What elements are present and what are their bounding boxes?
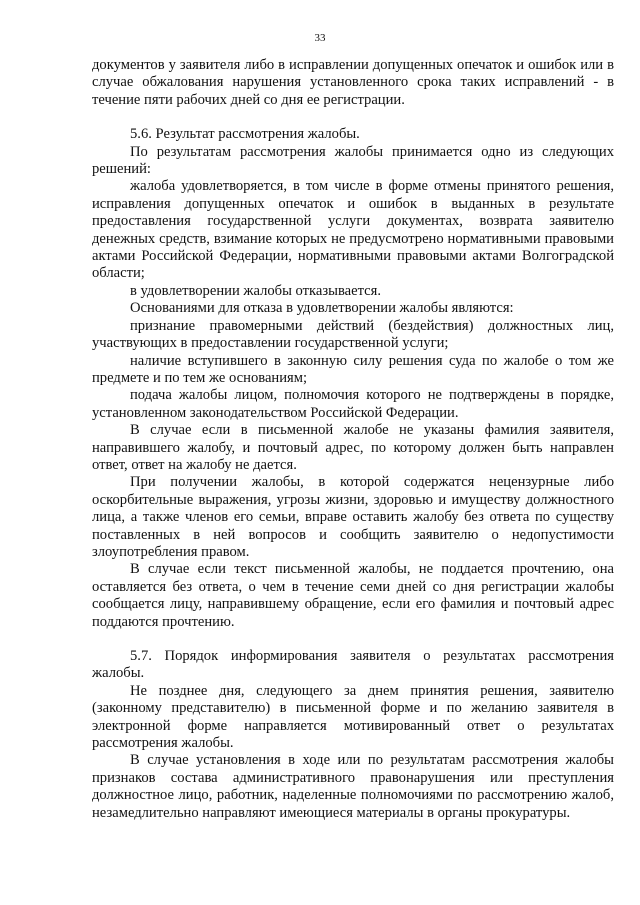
section-heading-5-7: 5.7. Порядок информирования заявителя о результатах рассмотрения жалобы. bbox=[92, 648, 614, 682]
paragraph: Не позднее дня, следующего за днем принятия решения, заявителю (законному представителю) в письменной форме и по желанию заявителя в электронной форме направляется мотивированный ответ о результатах рассмотрения жалобы. bbox=[92, 682, 614, 752]
paragraph: подача жалобы лицом, полномочия которого не подтверждены в порядке, установленном законодательством Российской Федерации. bbox=[92, 387, 614, 421]
paragraph: При получении жалобы, в которой содержатся нецензурные либо оскорбительные выражения, угрозы жизни, здоровью и имуществу должностного лица, а также членов его семьи, вправе оставить жалобу без ответа по существу поставленных в ней вопросов и сообщить заявителю о недопустимости злоупотребления правом. bbox=[92, 474, 614, 560]
paragraph: По результатам рассмотрения жалобы принимается одно из следующих решений: bbox=[92, 143, 614, 178]
paragraph: жалоба удовлетворяется, в том числе в форме отмены принятого решения, исправления допущенных опечаток и ошибок в выданных в результате предоставления государственной услуги документах, возврата заявителю денежных средств, взимание которых не предусмотрено нормативными правовыми актами Российской Федерации, нормативными правовыми актами Волгоградской области; bbox=[92, 178, 614, 282]
page-number: 33 bbox=[314, 32, 326, 44]
paragraph: наличие вступившего в законную силу решения суда по жалобе о том же предмете и по тем же основаниям; bbox=[92, 352, 614, 386]
document-body bbox=[92, 57, 614, 822]
paragraph: В случае установления в ходе или по результатам рассмотрения жалобы признаков состава административного правонарушения или преступления должностное лицо, работник, наделенные полномочиями по рассмотрению жалоб, незамедлительно направляют имеющиеся материалы в органы прокуратуры. bbox=[92, 752, 614, 821]
paragraph-continuation: документов у заявителя либо в исправлении допущенных опечаток и ошибок или в случае обжалования нарушения установленного срока таких исправлений - в течение пяти рабочих дней со дня ее регистрации. bbox=[92, 57, 614, 108]
paragraph: в удовлетворении жалобы отказывается. bbox=[130, 282, 382, 299]
paragraph: признание правомерными действий (бездействия) должностных лиц, участвующих в предоставлении государственной услуги; bbox=[92, 317, 614, 352]
section-heading-5-6: 5.6. Результат рассмотрения жалобы. bbox=[130, 126, 360, 143]
paragraph: В случае если текст письменной жалобы, не поддается прочтению, она оставляется без ответа, о чем в течение семи дней со дня регистрации жалобы сообщается лицу, направившему обращение, если его фамилия и почтовый адрес поддаются прочтению. bbox=[92, 561, 614, 630]
paragraph: В случае если в письменной жалобе не указаны фамилия заявителя, направившего жалобу, и почтовый адрес, по которому должен быть направлен ответ, ответ на жалобу не дается. bbox=[92, 422, 614, 473]
paragraph: Основаниями для отказа в удовлетворении жалобы являются: bbox=[130, 300, 514, 317]
